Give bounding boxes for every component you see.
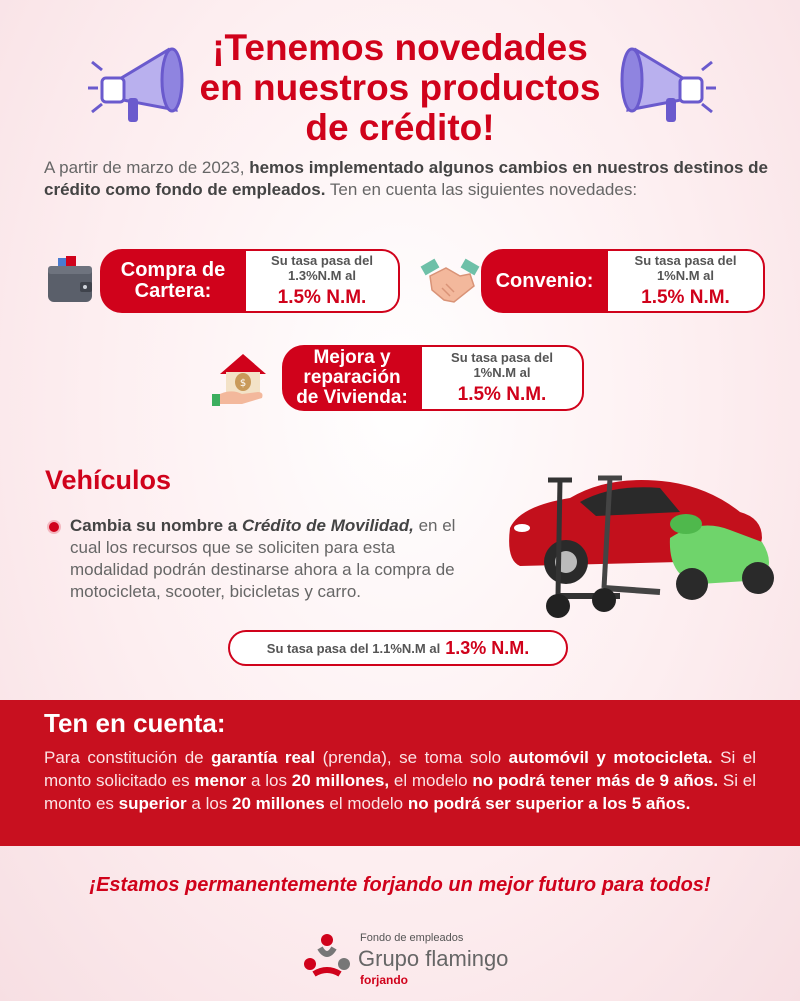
title-line-2: en nuestros productos: [199, 67, 601, 108]
logo-subtitle: Fondo de empleados: [360, 932, 464, 944]
house-money-icon: [212, 348, 274, 410]
title-line-3: de crédito!: [305, 107, 495, 148]
product-name: Mejora y reparación de Vivienda:: [282, 345, 422, 411]
product-name: Convenio:: [481, 249, 608, 313]
slogan: ¡Estamos permanentemente forjando un mejor futuro para todos!: [89, 874, 711, 896]
page-title: [150, 28, 650, 148]
product-mejora-vivienda: [282, 345, 584, 411]
title-line-1: ¡Tenemos novedades: [212, 27, 588, 68]
logo-name: Grupo flamingo: [358, 946, 509, 971]
logo-tagline: forjando: [360, 973, 408, 987]
svg-text:$: $: [239, 378, 247, 389]
notice-paragraph: Para constitución de garantía real (prenda), se toma solo automóvil y motocicleta. Si el monto solicitado es menor a los 20 millones, el modelo no podrá tener más de 9 años. Si el monto es superior a los 20 millones el modelo no podrá ser superior a los 5 años.: [44, 748, 757, 813]
product-rate: Su tasa pasa del 1%N.M al 1.5% N.M.: [422, 345, 584, 411]
product-rate: Su tasa pasa del 1.3%N.M al 1.5% N.M.: [246, 249, 400, 313]
product-compra-cartera: [100, 249, 400, 313]
vehicles-rate: Su tasa pasa del 1.1%N.M al 1.3% N.M.: [228, 630, 568, 666]
notice-title: Ten en cuenta:: [44, 708, 226, 738]
flamingo-logo-icon: [300, 930, 354, 984]
product-rate: Su tasa pasa del 1%N.M al 1.5% N.M.: [608, 249, 765, 313]
handshake-icon: [420, 254, 480, 310]
product-convenio: [481, 249, 765, 313]
vehicles-paragraph: Cambia su nombre a Crédito de Movilidad, en el cual los recursos que se soliciten para esta modalidad podrán destinarse ahora a la compra de motocicleta, scooter, bicicletas y carro.: [70, 516, 456, 601]
vehicles-illustration: [500, 468, 780, 628]
vehicles-title: Vehículos: [45, 465, 172, 495]
intro-paragraph: A partir de marzo de 2023, hemos implementado algunos cambios en nuestros destinos de crédito como fondo de empleados. Ten en cuenta las siguientes novedades:: [44, 158, 769, 199]
bullet-icon: [47, 520, 61, 534]
product-name: Compra de Cartera:: [100, 249, 246, 313]
wallet-icon: [44, 254, 96, 306]
